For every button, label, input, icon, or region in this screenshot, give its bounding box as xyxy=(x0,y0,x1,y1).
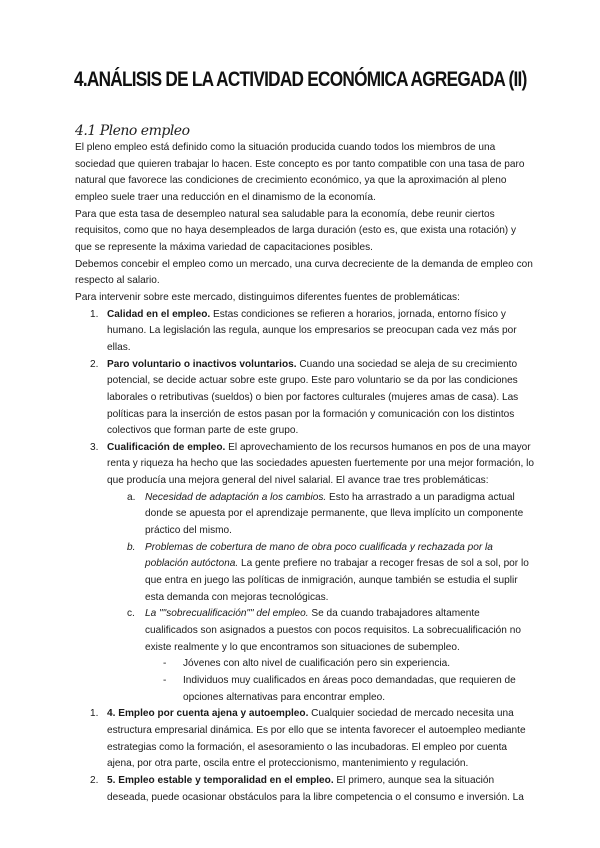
item-title: Cualificación de empleo. xyxy=(107,441,226,453)
section-heading: 4.1 Pleno empleo xyxy=(75,123,190,139)
item-text: El aprovechamiento de los recursos humanos en pos de una mayor renta y riqueza ha hecho que las sociedades apuesten fuertemente por una mejor formación, lo que producía una mejora general del nivel salarial. El avance trae tres problemáticas: xyxy=(107,441,535,487)
list-letter: c. xyxy=(127,608,135,620)
list-item xyxy=(75,706,535,773)
item-text: Se da cuando trabajadores altamente cualificados son asignados a puestos con pocos requisitos. La sobrecualificación no existe realmente y lo que encontramos son situaciones de subempleo. xyxy=(145,608,521,653)
item-title: 4. Empleo por cuenta ajena y autoempleo. xyxy=(107,708,309,720)
dash-bullet: - xyxy=(163,658,167,670)
item-text: El primero, aunque sea la situación deseada, puede ocasionar obstáculos para la libre competencia o el consumo e inversión. La xyxy=(107,774,524,803)
paragraph: El pleno empleo está definido como la situación producida cuando todos los miembros de una sociedad que quieren trabajar lo hacen. Este concepto es por tanto compatible con una tasa de paro natural que favorece las condiciones de crecimiento económico, ya que la aproximación al pleno empleo suele traer una reducción en el dinamismo de la economía. xyxy=(75,142,525,203)
paragraph: Debemos concebir el empleo como un mercado, una curva decreciente de la demanda de empleo con respecto al salario. xyxy=(75,258,533,287)
item-text: Estas condiciones se refieren a horarios, jornada, entorno físico y humano. La legislación las regula, aunque los empresarios se preocupan cada vez más por ellas. xyxy=(107,308,517,353)
list-number: 2. xyxy=(90,358,99,370)
item-title: Problemas de cobertura de mano de obra poco cualificada y rechazada por la población autóctona. xyxy=(145,541,493,570)
item-text: Esto ha arrastrado a un paradigma actual donde se apuesta por el aprendizaje permanente, que lleva implícito un componente práctico del mismo. xyxy=(145,491,524,537)
dash-list-item xyxy=(75,656,535,673)
dash-bullet: - xyxy=(163,675,167,686)
page-title: 4.ANÁLISIS DE LA ACTIVIDAD ECONÓMICA AGREGADA (II) xyxy=(74,68,527,91)
list-number: 1. xyxy=(90,708,99,720)
dash-list-item xyxy=(75,673,535,706)
item-text: Individuos muy cualificados en áreas poco demandadas, que requieren de opciones alternativas para encontrar empleo. xyxy=(183,675,516,703)
list-number: 3. xyxy=(90,441,99,453)
sub-list-item xyxy=(75,490,535,540)
paragraph: Para que esta tasa de desempleo natural sea saludable para la economía, debe reunir ciertos requisitos, como que no haya desempleados de larga duración (esto es, que exista una rotación) y que se represente la máxima variedad de capacitaciones posibles. xyxy=(75,208,517,253)
item-title: 5. Empleo estable y temporalidad en el empleo. xyxy=(107,774,334,786)
list-letter: b. xyxy=(127,541,136,553)
item-title: Necesidad de adaptación a los cambios. xyxy=(145,491,327,503)
item-text: Cualquier sociedad de mercado necesita una estructura empresarial dinámica. Es por ello que se intenta favorecer el autoempleo mediante estrategias como la formación, el asesoramiento o las incubadoras. El empleo por cuenta ajena, por otra parte, oscila entre el proteccionismo, mantenimiento y regulación. xyxy=(107,708,526,770)
item-text: La gente prefiere no trabajar a recoger fresas de sol a sol, por lo que entra en juego las políticas de inmigración, aunque también se estudia el suplir esta demanda con mejoras tecnológicas. xyxy=(145,558,529,603)
list-item xyxy=(75,773,535,806)
item-text: Cuando una sociedad se aleja de su crecimiento potencial, se decide actuar sobre este grupo. Este paro voluntario se da por las condiciones laborales o retributivas (sueldos) o bien por factores culturales (mujeres amas de casa). Las políticas para la inserción de estos pasan por la formación y comunicación con los distintos colectivos que forman parte de este grupo. xyxy=(107,358,519,437)
list-item xyxy=(75,357,535,440)
document-body xyxy=(75,140,535,806)
list-number: 1. xyxy=(90,308,99,320)
item-title: La ""sobrecualificación"" del empleo. xyxy=(145,608,309,620)
list-item xyxy=(75,307,535,357)
sub-list-item xyxy=(75,606,535,656)
item-text: Jóvenes con alto nivel de cualificación pero sin experiencia. xyxy=(183,658,451,670)
list-item xyxy=(75,440,535,490)
item-title: Paro voluntario o inactivos voluntarios. xyxy=(107,358,297,370)
list-number: 2. xyxy=(90,774,99,786)
list-letter: a. xyxy=(127,491,136,503)
item-title: Calidad en el empleo. xyxy=(107,308,211,320)
sub-list-item xyxy=(75,540,535,607)
paragraph: Para intervenir sobre este mercado, distinguimos diferentes fuentes de problemáticas: xyxy=(75,291,460,303)
